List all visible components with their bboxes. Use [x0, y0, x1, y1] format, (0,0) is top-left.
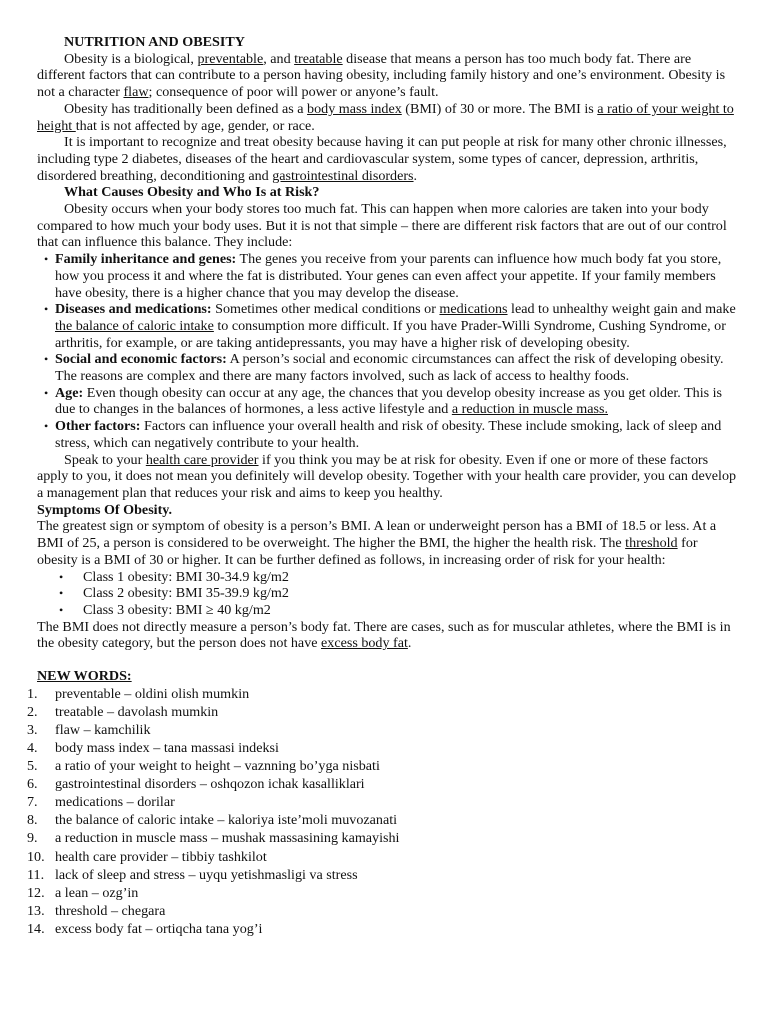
list-item: 1. preventable – oldini olish mumkin — [27, 685, 250, 702]
term-health-care-provider: health care provider — [145, 451, 259, 468]
term-caloric-intake: the balance of caloric intake — [55, 317, 214, 334]
risk-factor-family: • Family inheritance and genes: The genes you receive from your parents can influence how much body fat you store, how you process it and where the fat is distributed. Your genes can even affect your appetite. If your family members have obesity, there is a higher chance that you may develop the disease. — [44, 251, 722, 301]
intro-paragraph-3: It is important to recognize and treat obesity because having it can put people at risk for many other chronic illnesses, including type 2 diabetes, diseases of the heart and cardiovascular system, some types of cancer, depression, arthritis, disordered breathing, deconditioning and gastrointestinal disorders. — [37, 134, 727, 184]
term-threshold: threshold — [625, 535, 678, 552]
term-excess-body-fat: excess body fat — [321, 635, 408, 652]
list-item: 10. health care provider – tibbiy tashkilot — [27, 848, 267, 865]
new-words-title: NEW WORDS: — [37, 668, 132, 685]
list-item: 6. gastrointestinal disorders – oshqozon ichak kasalliklari — [27, 776, 365, 793]
causes-intro: Obesity occurs when your body stores too much fat. This can happen when more calories are taken into your body compared to how much your body uses. But it is not that simple – there are different risk factors that are out of our control that can influence this balance. They include: — [37, 201, 727, 251]
list-item: 12. a lean – ozg’in — [27, 884, 139, 901]
spacer — [37, 652, 738, 668]
term-muscle-mass: a reduction in muscle mass. — [451, 401, 609, 418]
list-item: 13. threshold – chegara — [27, 902, 166, 919]
list-item: 2. treatable – davolash mumkin — [27, 703, 219, 720]
symptoms-paragraph-2: The BMI does not directly measure a person’s body fat. There are cases, such as for muscular athletes, where the BMI is in the obesity category, but the person does not have excess body fat. — [37, 618, 731, 652]
list-item: 7. medications – dorilar — [27, 794, 175, 811]
bullet-icon: • — [44, 352, 49, 367]
list-item: 8. the balance of caloric intake – kaloriya iste’moli muvozanati — [27, 812, 398, 829]
list-item: 9. a reduction in muscle mass – mushak massasining kamayishi — [27, 830, 400, 847]
obesity-class-item: • Class 3 obesity: BMI ≥ 40 kg/m2 — [59, 601, 271, 618]
list-item: 11. lack of sleep and stress – uyqu yetishmasligi va stress — [27, 866, 358, 883]
bullet-icon: • — [44, 419, 49, 434]
symptoms-heading: Symptoms Of Obesity. — [37, 501, 173, 518]
term-ratio-weight-height: a ratio of your weight to height — [37, 100, 734, 134]
risk-factor-age: • Age: Even though obesity can occur at any age, the chances that you develop obesity increase as you get older. This is due to changes in the balances of hormones, a less active lifestyle and a reduction in muscle mass. — [44, 384, 723, 418]
risk-factor-diseases: • Diseases and medications: Sometimes other medical conditions or medications lead to unhealthy weight gain and make the balance of caloric intake to consumption more difficult. If you have Prader-Willi Syndrome, Cushing Syndrome, or arthritis, for example, or are taking antidepressants, you may have a higher risk of developing obesity. — [44, 301, 736, 351]
new-words-list — [27, 685, 738, 938]
risk-factor-social: • Social and economic factors: A person’s social and economic circumstances can affect the risk of developing obesity. The reasons are complex and there are many factors involved, such as lack of access to healthy foods. — [44, 351, 724, 385]
symptoms-paragraph-1: The greatest sign or symptom of obesity is a person’s BMI. A lean or underweight person has a BMI of 18.5 or less. At a BMI of 25, a person is considered to be overweight. The higher the BMI, the higher the health risk. The threshold for obesity is a BMI of 30 or higher. It can be further defined as follows, in increasing order of risk for your health: — [37, 518, 717, 568]
intro-paragraph-2: Obesity has traditionally been defined as a body mass index (BMI) of 30 or more. The BMI is a ratio of your weight to height that is not affected by age, gender, or race. — [37, 100, 734, 134]
obesity-class-item: • Class 1 obesity: BMI 30-34.9 kg/m2 — [59, 568, 289, 585]
term-treatable: treatable — [294, 50, 343, 67]
bullet-icon: • — [59, 602, 64, 617]
bullet-icon: • — [59, 586, 64, 601]
list-item: 14. excess body fat – ortiqcha tana yog’i — [27, 920, 263, 937]
risk-factor-other: • Other factors: Factors can influence your overall health and risk of obesity. These include smoking, lack of sleep and stress, which can negatively contribute to your health. — [44, 418, 722, 451]
term-flaw: flaw — [123, 84, 149, 101]
term-medications: medications — [439, 301, 508, 318]
term-preventable: preventable — [197, 50, 264, 67]
intro-paragraph-1: Obesity is a biological, preventable, and treatable disease that means a person has too much body fat. There are different factors that can contribute to a person having obesity, including family history and one’s environment. Obesity is not a character flaw; consequence of poor will power or anyone’s fault. — [37, 50, 726, 101]
term-gastrointestinal-disorders: gastrointestinal disorders — [272, 167, 414, 184]
bullet-icon: • — [44, 302, 49, 317]
document-title: NUTRITION AND OBESITY — [64, 34, 245, 50]
speak-paragraph: Speak to your health care provider if you think you may be at risk for obesity. Even if one or more of these factors apply to you, it does not mean you definitely will develop obesity. Together with your health care provider, you can develop a management plan that reduces your risk and aims to keep you healthy. — [37, 451, 737, 501]
risk-factor-list — [37, 251, 738, 451]
list-item: 5. a ratio of your weight to height – vaznning bo’yga nisbati — [27, 758, 380, 775]
bullet-icon: • — [59, 569, 64, 584]
list-item: 3. flaw – kamchilik — [27, 721, 151, 738]
causes-heading: What Causes Obesity and Who Is at Risk? — [64, 184, 320, 201]
obesity-class-item: • Class 2 obesity: BMI 35-39.9 kg/m2 — [59, 585, 289, 602]
obesity-class-list — [37, 569, 738, 619]
bullet-icon: • — [44, 252, 49, 267]
list-item: 4. body mass index – tana massasi indeksi — [27, 740, 279, 756]
term-body-mass-index: body mass index — [307, 100, 402, 117]
bullet-icon: • — [44, 385, 49, 400]
